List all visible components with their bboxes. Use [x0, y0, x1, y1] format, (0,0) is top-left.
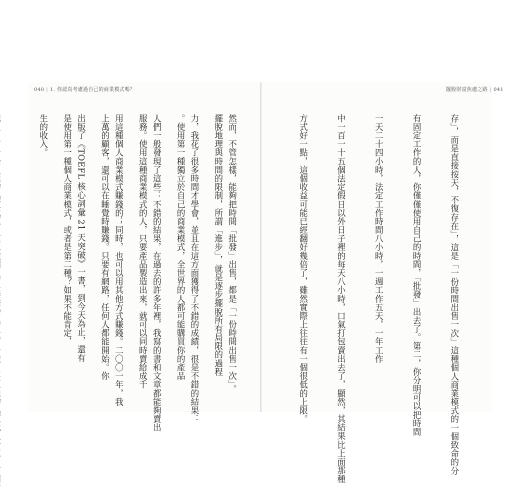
text-column: 出版了《TOEFL 核心詞彙 21 天突破》一書，到今天為止，還有: [76, 114, 87, 363]
page-number-right: 041: [493, 87, 504, 93]
text-column: 存」，而是直接按天，不復存在」，這是「一份時間出售一次」這種個人商業模式的一個致命的分: [449, 114, 460, 475]
book-title: 擺脫財富焦慮之路: [446, 87, 488, 93]
running-head-left: 040 | 1. 你認真考慮過自己的商業模式嗎？: [34, 87, 136, 93]
text-column: 然而，不管怎樣，能夠把時間「批發」出售，都是「一份時間出售一次」。: [227, 114, 238, 394]
right-page-body: [0, 114, 486, 483]
text-column: 一天二十四小時，法定工作時間八小時，一週工作五天，一年工作: [374, 114, 385, 364]
chapter-title: 1. 你認真考慮過自己的商業模式嗎？: [50, 87, 136, 93]
paragraph-gap: [4, 114, 12, 483]
text-column: 人們一般發現了這些：不錯的結果，在過去的許多年裡，我寫的書和文章都能夠賣出: [152, 114, 163, 432]
text-column: 方式好一點，這個收益可能已經翻好幾倍了，雖然實際上往往有一個很低的上限。: [298, 114, 309, 424]
text-column: 服務。使用這種商業模式的人，只要產品製造出來，就可以同時賣給成千: [138, 114, 149, 389]
page-number-left: 040: [34, 87, 45, 93]
text-column: 擺脫地理與時間的限制，所謂「進步」，就是逐步擺脫所有局限的過程: [213, 114, 224, 377]
running-head-right: 擺脫財富焦慮之路 | 041: [446, 87, 504, 93]
text-column: 上萬的顧客，還可以在睡覺時賺錢。只要有網路，任何人都能開始。你: [100, 114, 111, 381]
text-column: 中一百一十五個法定假日以外日子裡的每天八小時，口氣打包賣出去了，顯然，其結果比上面那種: [336, 114, 347, 484]
paragraph-gap: [264, 114, 272, 483]
text-column: 。使用第一種獨立於自己的商業模式，全世界的人都可能購買你的產品: [176, 114, 187, 381]
text-column: 力，我花了很多時間才學會，並且在這方面獲得了不錯的成績，很是不錯的結果：: [189, 114, 200, 424]
text-column: 有固定工作的人，你僅僅使用自己的時間，「批發」出去了。第二，你分明可以把時間: [412, 114, 423, 437]
text-column: 生的收入。: [38, 114, 49, 157]
text-column: 是使用第一種個人商業模式，或者是第二種？如果不能肯定，: [62, 114, 73, 346]
text-column: 用這種個人商業模式賺錢的；同時，也可以用其他方式賺錢。二〇〇一年，我: [114, 114, 125, 407]
